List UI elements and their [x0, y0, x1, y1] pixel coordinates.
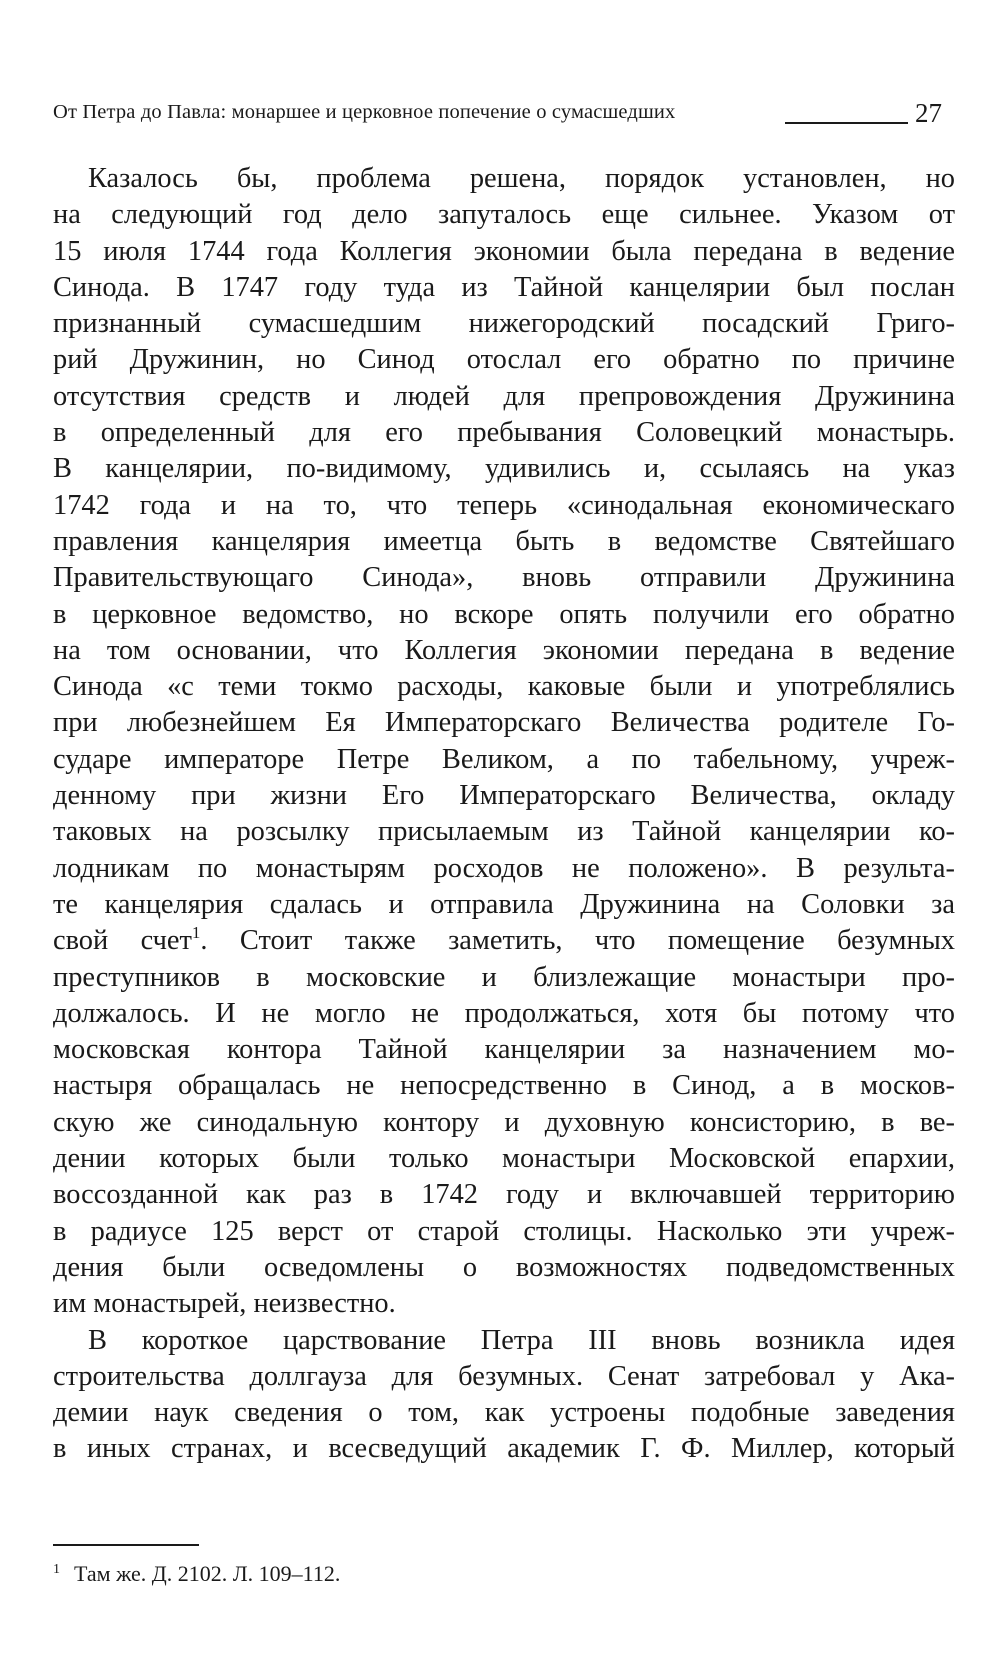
text-line: лодникам по монастырям росходов не положено». В результа- — [53, 852, 955, 884]
text-line: 1742 года и на то, что теперь «синодальная економическаго — [53, 489, 955, 521]
text-line-with-footnote — [53, 923, 955, 959]
footnote-number: 1 — [53, 1562, 60, 1577]
paragraph-1 — [53, 161, 955, 1323]
text-line: признанный сумасшедшим нижегородский посадский Григо- — [53, 308, 955, 340]
text-line: Казалось бы, проблема решена, порядок установлен, но — [88, 163, 955, 194]
footnote-rule — [53, 1544, 199, 1546]
text-line: московская контора Тайной канцелярии за назначением мо- — [53, 1034, 955, 1066]
text-line: Синода «с теми токмо расходы, каковые были и употреблялись — [53, 671, 955, 703]
header-rule — [785, 122, 908, 124]
text-line: Синода. В 1747 году туда из Тайной канцелярии был послан — [53, 271, 955, 303]
text-line: правления канцелярия имеетца быть в ведомстве Святейшаго — [53, 525, 955, 557]
text-line: денному при жизни Его Императорскаго Величества, окладу — [53, 780, 955, 812]
text-line: дения были осведомлены о возможностях подведомственных — [53, 1251, 955, 1283]
running-title: От Петра до Павла: монаршее и церковное попечение о сумасшедших — [53, 101, 676, 123]
text-fragment: свой счет — [53, 925, 192, 957]
text-line: на том основании, что Коллегия экономии передана в ведение — [53, 634, 955, 666]
text-line: в церковное ведомство, но вскоре опять получили его обратно — [53, 598, 955, 630]
text-line: в определенный для его пребывания Соловецкий монастырь. — [53, 417, 955, 449]
text-line: скую же синодальную контору и духовную консисторию, в ве- — [53, 1106, 955, 1138]
paragraph-2 — [53, 1323, 955, 1468]
text-line: сударе императоре Петре Великом, а по табельному, учреж- — [53, 743, 955, 775]
text-line: в радиусе 125 верст от старой столицы. Насколько эти учреж- — [53, 1215, 955, 1247]
text-line: при любезнейшем Ея Императорскаго Величества родителе Го- — [53, 707, 955, 739]
running-header — [53, 95, 955, 135]
footnote-reference[interactable]: 1 — [191, 923, 201, 943]
footnote — [53, 1561, 340, 1587]
text-line: должалось. И не могло не продолжаться, хотя бы потому что — [53, 997, 955, 1029]
text-line: настыря обращалась не непосредственно в Синод, а в москов- — [53, 1070, 955, 1102]
text-line: В канцелярии, по-видимому, удивились и, ссылаясь на указ — [53, 453, 955, 485]
text-line: воссозданной как раз в 1742 году и включавшей территорию — [53, 1179, 955, 1211]
text-line: преступников в московские и близлежащие монастыри про- — [53, 961, 955, 993]
text-line: демии наук сведения о том, как устроены подобные заведения — [53, 1397, 955, 1429]
text-fragment: . Стоит также заметить, что помещение безумных — [200, 925, 955, 957]
text-line: рий Дружинин, но Синод отослал его обратно по причине — [53, 344, 955, 376]
page-number: 27 — [915, 98, 942, 128]
text-line: В короткое царствование Петра III вновь возникла идея — [88, 1324, 955, 1356]
text-line: им монастырей, неизвестно. — [53, 1288, 396, 1320]
text-line: строительства доллгауза для безумных. Сенат затребовал у Ака- — [53, 1360, 955, 1392]
footnote-text: Там же. Д. 2102. Л. 109–112. — [74, 1561, 341, 1586]
text-line: таковых на розсылку присылаемым из Тайной канцелярии ко- — [53, 816, 955, 848]
text-line: отсутствия средств и людей для препровождения Дружинина — [53, 380, 955, 412]
text-line: 15 июля 1744 года Коллегия экономии была передана в ведение — [53, 235, 955, 267]
text-line: Правительствующаго Синода», вновь отправили Дружинина — [53, 562, 955, 594]
text-line: в иных странах, и всесведущий академик Г. Ф. Миллер, который — [53, 1433, 955, 1465]
text-line: на следующий год дело запуталось еще сильнее. Указом от — [53, 199, 955, 231]
text-line: дении которых были только монастыри Московской епархии, — [53, 1143, 955, 1175]
text-line: те канцелярия сдалась и отправила Дружинина на Соловки за — [53, 888, 955, 920]
body-text — [53, 161, 955, 1468]
